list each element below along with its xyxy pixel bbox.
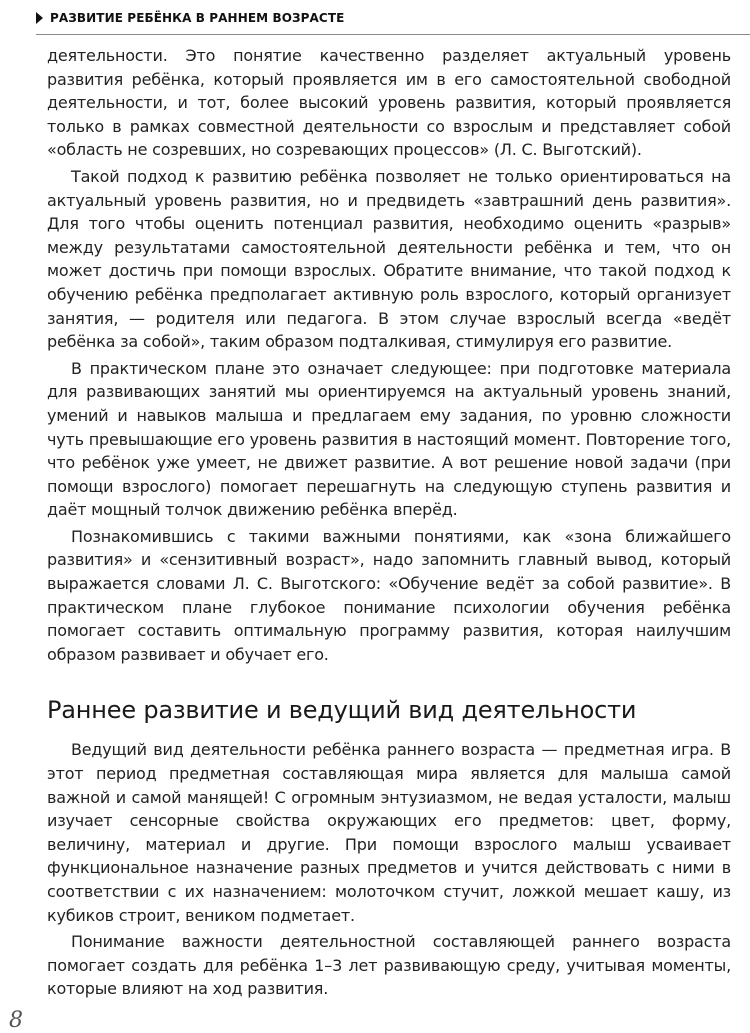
running-head xyxy=(36,9,344,27)
paragraph: В практическом плане это означает следующее: при подготовке материала для развивающих занятий мы ориентируемся на актуальный уровень знаний, умений и навыков малыша и предлагаем ему задания, по уровню сложности чуть превышающие его уровень развития в настоящий момент. Повторение того, что ребёнок уже умеет, не движет развитие. А вот решение новой задачи (при помощи взрослого) помогает перешагнуть на следующую ступень развития и даёт мощный толчок движению ребёнка вперёд. xyxy=(47,358,731,520)
paragraph: Ведущий вид деятельности ребёнка раннего возраста — предметная игра. В этот период предметная составляющая мира является для малыша самой важной и самой манящей! С огромным энтузиазмом, не ведая усталости, малыш изучает сенсорные свойства окружающих его предметов: цвет, форму, величину, материал и другие. При помощи взрослого малыш усваивает функциональное назначение разных предметов и учится действовать с ними в соответствии с их назначением: молоточком стучит, ложкой мешает кашу, из кубиков строит, веником подметает. xyxy=(47,740,731,925)
section-heading: Раннее развитие и ведущий вид деятельности xyxy=(47,696,637,725)
paragraph: Такой подход к развитию ребёнка позволяет не только ориентироваться на актуальный уровень развития, но и предвидеть «завтрашний день развития». Для того чтобы оценить потенциал развития, необходимо оценить «разрыв» между результатами самостоятельной деятельности ребёнка и тем, что он может достичь при помощи взрослых. Обратите внимание, что такой подход к обучению ребёнка предполагает активную роль взрослого, который организует занятия, — родителя или педагога. В этом случае взрослый всегда «ведёт ребёнка за собой», таким образом подталкивая, стимулируя его развитие. xyxy=(47,166,731,352)
header-divider xyxy=(36,34,750,35)
running-head-title: РАЗВИТИЕ РЕБЁНКА В РАННЕМ ВОЗРАСТЕ xyxy=(50,11,345,25)
body-text xyxy=(47,44,731,1004)
paragraph: Познакомившись с такими важными понятиями, как «зона ближайшего развития» и «сензитивный возраст», надо запомнить главный вывод, который выражается словами Л. С. Выготского: «Обучение ведёт за собой развитие». В практическом плане глубокое понимание психологии обучения ребёнка помогает составить оптимальную программу развития, которая наилучшим образом развивает и обучает его. xyxy=(47,526,731,664)
paragraph: Понимание важности деятельностной составляющей раннего возраста помогает создать для ребёнка 1–3 лет развивающую среду, учитывая моменты, которые влияют на ход развития. xyxy=(47,932,731,999)
page-number: 8 xyxy=(9,1008,23,1033)
triangle-right-icon xyxy=(36,12,43,24)
paragraph-continuation: деятельности. Это понятие качественно разделяет актуальный уровень развития ребёнка, который проявляется им в его самостоятельной свободной деятельности, и тот, более высокий уровень развития, который проявляется только в рамках совместной деятельности со взрослым и представляет собой «область не созревших, но созревающих процессов» (Л. С. Выготский). xyxy=(47,46,731,160)
